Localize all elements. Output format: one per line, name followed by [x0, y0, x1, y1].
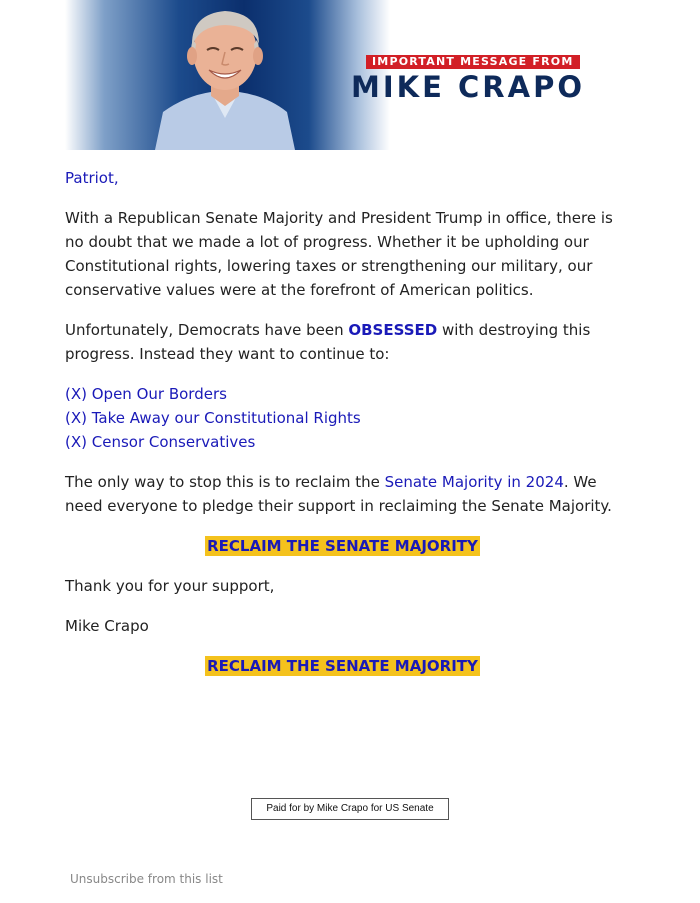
header-name: MIKE CRAPO: [351, 70, 585, 104]
header-tagline: IMPORTANT MESSAGE FROM: [366, 55, 580, 69]
paragraph-3-start: The only way to stop this is to reclaim the: [65, 473, 385, 491]
reclaim-majority-button-2[interactable]: RECLAIM THE SENATE MAJORITY: [207, 657, 478, 675]
emphasis-obsessed: OBSESSED: [348, 321, 438, 339]
grievance-list: [65, 382, 620, 454]
email-body: [65, 166, 620, 694]
senate-majority-link[interactable]: Senate Majority in 2024: [384, 473, 564, 491]
paragraph-2-end: with destroying this progress. Instead they want to continue to:: [65, 321, 591, 363]
list-item: (X) Open Our Borders: [65, 385, 227, 403]
senator-portrait-image: [145, 0, 305, 150]
list-item: (X) Take Away our Constitutional Rights: [65, 409, 361, 427]
paragraph-2: [65, 318, 620, 366]
signature: Mike Crapo: [65, 617, 149, 635]
paragraph-3-end: . We need everyone to pledge their support in reclaiming the Senate Majority.: [65, 473, 612, 515]
unsubscribe-link[interactable]: Unsubscribe from this list: [70, 872, 223, 886]
thanks-line: Thank you for your support,: [65, 577, 275, 595]
header-banner: [65, 0, 615, 150]
paragraph-3: [65, 470, 620, 518]
list-item: (X) Censor Conservatives: [65, 433, 256, 451]
paragraph-2-start: Unfortunately, Democrats have been: [65, 321, 349, 339]
paragraph-1: With a Republican Senate Majority and President Trump in office, there is no doubt that we made a lot of progress. Whether it be upholding our Constitutional rights, lowering taxes or strengthening our military, our conservative values were at the forefront of American politics.: [65, 209, 613, 299]
reclaim-majority-button[interactable]: RECLAIM THE SENATE MAJORITY: [207, 537, 478, 555]
greeting: Patriot,: [65, 169, 119, 187]
cta-wrapper-1: [65, 534, 620, 558]
paid-for-disclaimer: Paid for by Mike Crapo for US Senate: [251, 798, 449, 820]
cta-wrapper-2: [65, 654, 620, 678]
